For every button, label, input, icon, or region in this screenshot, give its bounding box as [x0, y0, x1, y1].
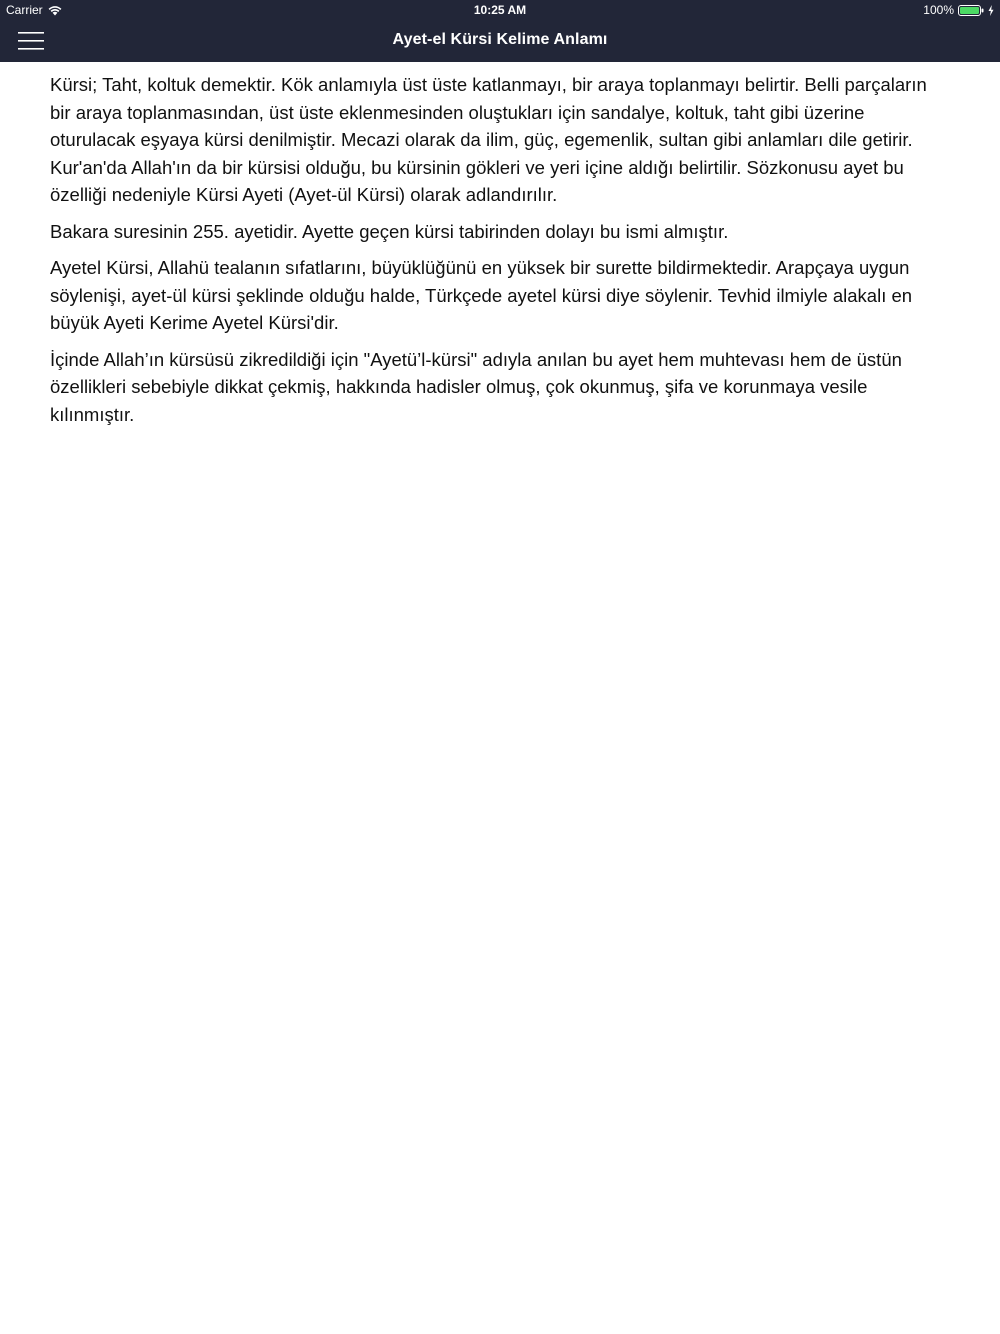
charging-icon [988, 5, 994, 16]
nav-bar [0, 20, 1000, 62]
page-title: Ayet-el Kürsi Kelime Anlamı [392, 31, 608, 48]
article-content [50, 71, 950, 437]
battery-percent: 100% [923, 3, 954, 17]
status-bar [0, 0, 1000, 20]
paragraph: Bakara suresinin 255. ayetidir. Ayette geçen kürsi tabirinden dolayı bu ismi almıştır. [50, 220, 729, 242]
app-header [0, 0, 1000, 62]
paragraph: İçinde Allah’ın kürsüsü zikredildiği için "Ayetü’l-kürsi" adıyla anılan bu ayet hem muhtevası hem de üstün özellikleri sebebiyle dikkat çekmiş, hakkında hadisler olmuş, çok okunmuş, şifa ve korunmaya vesile kılınmıştır. [50, 348, 902, 425]
battery-icon [958, 5, 984, 16]
status-time: 10:25 AM [473, 3, 527, 17]
paragraph: Kürsi; Taht, koltuk demektir. Kök anlamıyla üst üste katlanmayı, bir araya toplanmayı belirtir. Belli parçaların bir araya toplanmasından, üst üste eklenmesinden oluştukları için sandalye, koltuk, taht gibi üzerine oturulacak eşyaya kürsi denilmiştir. Mecazi olarak da ilim, güç, egemenlik, sultan gibi anlamları dile getirir. Kur'an'da Allah'ın da bir kürsisi olduğu, bu kürsinin gökleri ve yeri içine aldığı belirtilir. Sözkonusu ayet bu özelliği nedeniyle Kürsi Ayeti (Ayet-ül Kürsi) olarak adlandırılır. [50, 74, 927, 205]
carrier-label: Carrier [6, 3, 43, 17]
paragraph: Ayetel Kürsi, Allahü tealanın sıfatlarını, büyüklüğünü en yüksek bir surette bildirmektedir. Arapçaya uygun söylenişi, ayet-ül kürsi şeklinde olduğu halde, Türkçede ayetel kürsi diye söylenir. Tevhid ilmiyle alakalı en büyük Ayeti Kerime Ayetel Kürsi'dir. [50, 257, 913, 333]
status-right [923, 3, 994, 17]
